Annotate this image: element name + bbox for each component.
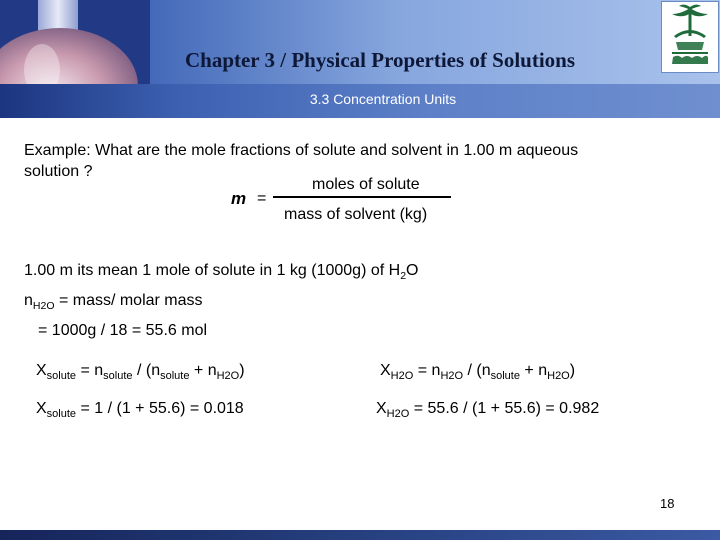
plus-text: + n [189,362,217,379]
moles-rest: = mass/ molar mass [54,292,203,309]
formula-equals: = [257,190,267,207]
value-text: = 55.6 / (1 + 55.6) = 0.982 [409,400,600,417]
eq-text: = n [76,362,104,379]
example-question-line1: Example: What are the mole fractions of solute and solvent in 1.00 m aqueous [24,142,579,159]
x-subscript: solute [46,370,77,382]
formula-numerator: moles of solute [312,176,420,193]
n3-subscript: H2O [216,370,240,382]
n3-subscript: H2O [547,370,570,382]
page-number: 18 [660,496,675,511]
university-logo [661,1,719,73]
mid-text: / (n [463,362,491,379]
close-paren: ) [239,362,245,379]
section-subtitle: 3.3 Concentration Units [309,91,457,107]
fraction-line [273,196,451,198]
value-text: = 1 / (1 + 55.6) = 0.018 [76,400,244,417]
n2-subscript: solute [490,370,520,382]
n-subscript: H2O [440,370,464,382]
x-subscript: H2O [390,370,414,382]
eq-text: = n [413,362,441,379]
moles-n: n [24,292,33,309]
x-solute-definition [36,362,245,380]
palm-swords-emblem-icon [662,2,718,72]
slide-header [0,0,720,118]
x-symbol: X [380,362,391,379]
close-paren: ) [569,362,576,379]
x-subscript: H2O [386,408,410,420]
x-subscript: solute [46,408,77,420]
moles-definition [24,292,203,310]
bottom-bar [0,530,720,540]
x-symbol: X [36,362,47,379]
statement-suffix: O [406,262,419,279]
x-symbol: X [36,400,47,417]
n-subscript: solute [103,370,133,382]
x-solute-value [36,400,244,418]
formula-lhs: m [231,189,247,208]
x-h2o-definition [380,362,575,380]
statement-subscript: 2 [400,270,407,282]
molality-statement [24,262,419,280]
n2-subscript: solute [160,370,190,382]
formula-denominator: mass of solvent (kg) [284,206,428,223]
statement-prefix: 1.00 m its mean 1 mole of solute in 1 kg (1000g) of H [24,262,401,279]
plus-text: + n [519,362,548,379]
header-title: Chapter 3 / Physical Properties of Solutions [184,48,576,72]
x-h2o-value [376,400,599,418]
moles-sub: H2O [32,300,55,312]
moles-calculation: = 1000g / 18 = 55.6 mol [38,322,208,339]
mid-text: / (n [132,362,161,379]
x-symbol: X [376,400,387,417]
example-question-line2: solution ? [24,163,93,180]
